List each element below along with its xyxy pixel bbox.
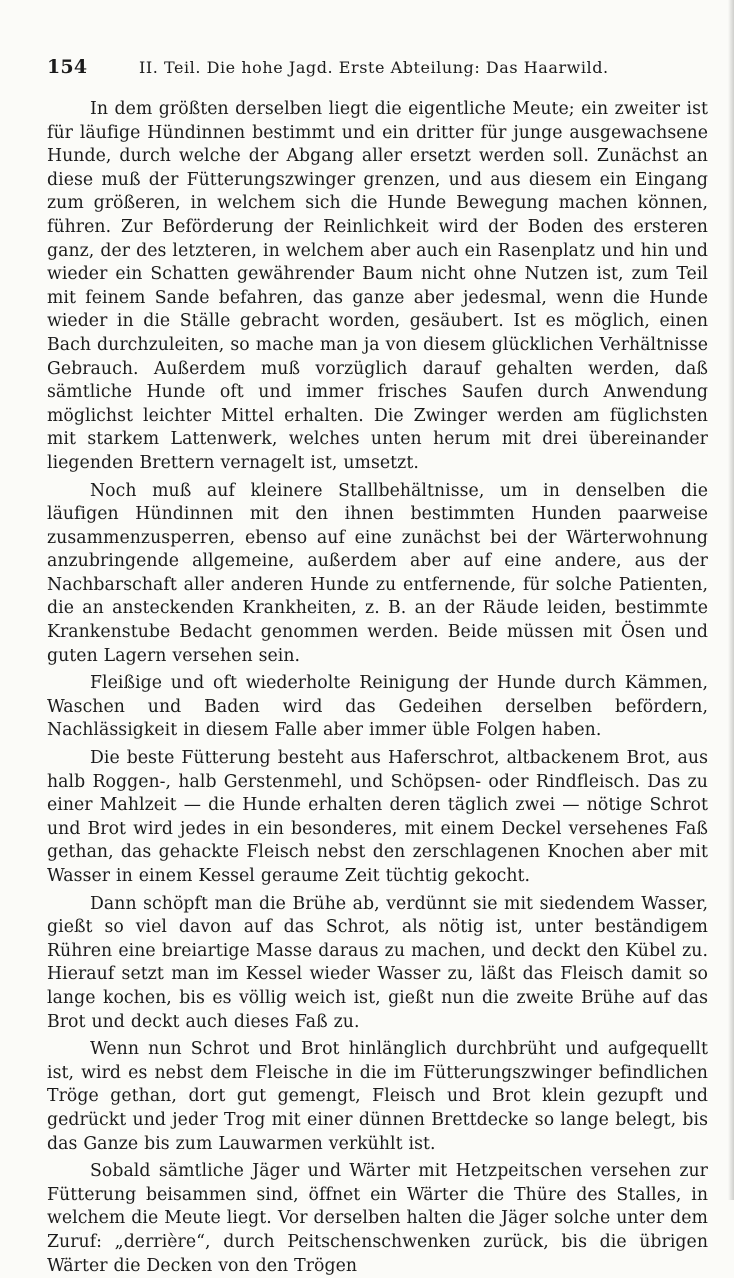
- paragraph-2: Noch muß auf kleinere Stallbehältnisse, um in denselben die läufigen Hündinnen mit den ihnen bestimmten Hunden paarweise zusammenzusperren, ebenso auf eine zunächst bei der Wärterwohnung anzubringende allgemeine, außerdem aber auf eine andere, aus der Nachbarschaft aller anderen Hunde zu entfernende, für solche Patienten, die an ansteckenden Krankheiten, z. B. an der Räude leiden, bestimmte Krankenstube Bedacht genommen werden. Beide müssen mit Ösen und guten Lagern versehen sein.: [47, 480, 708, 666]
- paragraph-4: Die beste Fütterung besteht aus Haferschrot, altbackenem Brot, aus halb Roggen-, halb Gerstenmehl, und Schöpsen- oder Rindfleisch. Das zu einer Mahlzeit — die Hunde erhalten deren täglich zwei — nötige Schrot und Brot wird jedes in ein besonderes, mit einem Deckel versehenes Faß gethan, das gehackte Fleisch nebst den zerschlagenen Knochen aber mit Wasser in einem Kessel geraume Zeit tüchtig gekocht.: [47, 748, 708, 886]
- paragraph-5: Dann schöpft man die Brühe ab, verdünnt sie mit siedendem Wasser, gießt so viel davon auf das Schrot, als nötig ist, unter beständigem Rühren eine breiartige Masse daraus zu machen, und deckt den Kübel zu. Hierauf setzt man im Kessel wieder Wasser zu, läßt das Fleisch damit so lange kochen, bis es völlig weich ist, gießt nun die zweite Brühe auf das Brot und deckt auch dieses Faß zu.: [47, 893, 708, 1032]
- body-text: [47, 98, 708, 1278]
- running-head: [47, 56, 708, 90]
- chapter-header-title: II. Teil. Die hohe Jagd. Erste Abteilung: Das Haarwild.: [139, 58, 609, 77]
- paragraph-1: In dem größten derselben liegt die eigentliche Meute; ein zweiter ist für läufige Hündinnen bestimmt und ein dritter für junge ausgewachsene Hunde, durch welche der Abgang aller ersetzt werden soll. Zunächst an diese muß der Fütterungszwinger grenzen, und aus diesem ein Eingang zum größeren, in welchem sich die Hunde Bewegung machen können, führen. Zur Beförderung der Reinlichkeit wird der Boden des ersteren ganz, der des letzteren, in welchem aber auch ein Rasenplatz und hin und wieder ein Schatten gewährender Baum nicht ohne Nutzen ist, zum Teil mit feinem Sande befahren, das ganze aber jedesmal, wenn die Hunde wieder in die Ställe gebracht worden, gesäubert. Ist es möglich, einen Bach durchzuleiten, so mache man ja von diesem glücklichen Verhältnisse Gebrauch. Außerdem muß vorzüglich darauf gehalten werden, daß sämtliche Hunde oft und immer frisches Saufen durch Anwendung möglichst leichter Mittel erhalten. Die Zwinger werden am füglichsten mit starkem Lattenwerk, welches unten herum mit drei übereinander liegenden Brettern vernagelt ist, umsetzt.: [47, 99, 708, 473]
- page-edge-shadow: [728, 0, 734, 1200]
- paragraph-3: Fleißige und oft wiederholte Reinigung der Hunde durch Kämmen, Waschen und Baden wird das Gedeihen derselben befördern, Nachlässigkeit in diesem Falle aber immer üble Folgen haben.: [47, 673, 708, 741]
- paragraph-7: Sobald sämtliche Jäger und Wärter mit Hetzpeitschen versehen zur Fütterung beisammen sind, öffnet ein Wärter die Thüre des Stalles, in welchem die Meute liegt. Vor derselben halten die Jäger solche unter dem Zuruf: „derrière“, durch Peitschenschwenken zurück, bis die übrigen Wärter die Decken von den Trögen: [47, 1161, 708, 1276]
- page-number: 154: [47, 56, 88, 78]
- paragraph-6: Wenn nun Schrot und Brot hinlänglich durchbrüht und aufgequellt ist, wird es nebst dem Fleische in die im Fütterungszwinger befindlichen Tröge gethan, dort gut gemengt, Fleisch und Brot klein gezupft und gedrückt und jeder Trog mit einer dünnen Brettdecke so lange belegt, bis das Ganze bis zum Lauwarmen verkühlt ist.: [47, 1039, 708, 1154]
